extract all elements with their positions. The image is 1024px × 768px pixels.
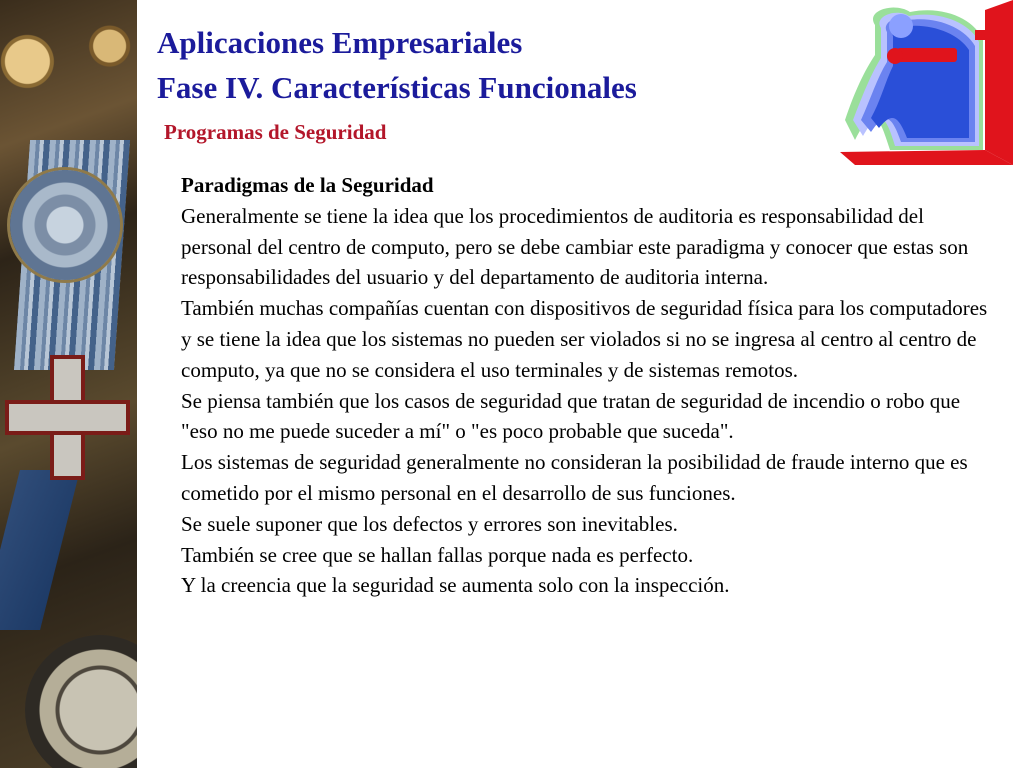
body-text-block [181, 170, 991, 601]
side-decorative-photo [0, 0, 137, 768]
slide-subtitle: Programas de Seguridad [164, 120, 387, 144]
figure-pushing-door-illustration [835, 0, 1020, 165]
paragraph: Se suele suponer que los defectos y errores son inevitables. [181, 511, 678, 536]
maltese-cross-medal-image [5, 355, 130, 480]
paragraph: Los sistemas de seguridad generalmente no consideran la posibilidad de fraude interno que es cometido por el mismo personal en el desarrollo de sus funciones. [181, 450, 968, 505]
paragraph: Y la creencia que la seguridad se aumenta solo con la inspección. [181, 573, 730, 598]
section-heading: Paradigmas de la Seguridad [181, 173, 434, 197]
slide-title-line1: Aplicaciones Empresariales [157, 25, 523, 60]
medal-rosette-image [10, 170, 120, 280]
paragraph: Generalmente se tiene la idea que los procedimientos de auditoria es responsabilidad del personal del centro de computo, pero se debe cambiar este paradigma y conocer que estas son responsabilidades del usuario y del departamento de auditoria interna. [181, 203, 969, 290]
slide-title-line2: Fase IV. Características Funcionales [157, 70, 637, 105]
blue-band-image [0, 470, 80, 630]
paragraph: Se piensa también que los casos de seguridad que tratan de seguridad de incendio o robo que "eso no me puede suceder a mí" o "es poco probable que suceda". [181, 388, 961, 444]
paragraph: También se cree que se hallan fallas porque nada es perfecto. [181, 542, 694, 567]
paragraph: También muchas compañías cuentan con dispositivos de seguridad física para los computadores y se tiene la idea que los sistemas no pueden ser violados si no se ingresa al centro al centro de computo, ya que no se considera el uso terminales y de sistemas remotos. [181, 296, 988, 382]
compass-image [25, 635, 137, 768]
